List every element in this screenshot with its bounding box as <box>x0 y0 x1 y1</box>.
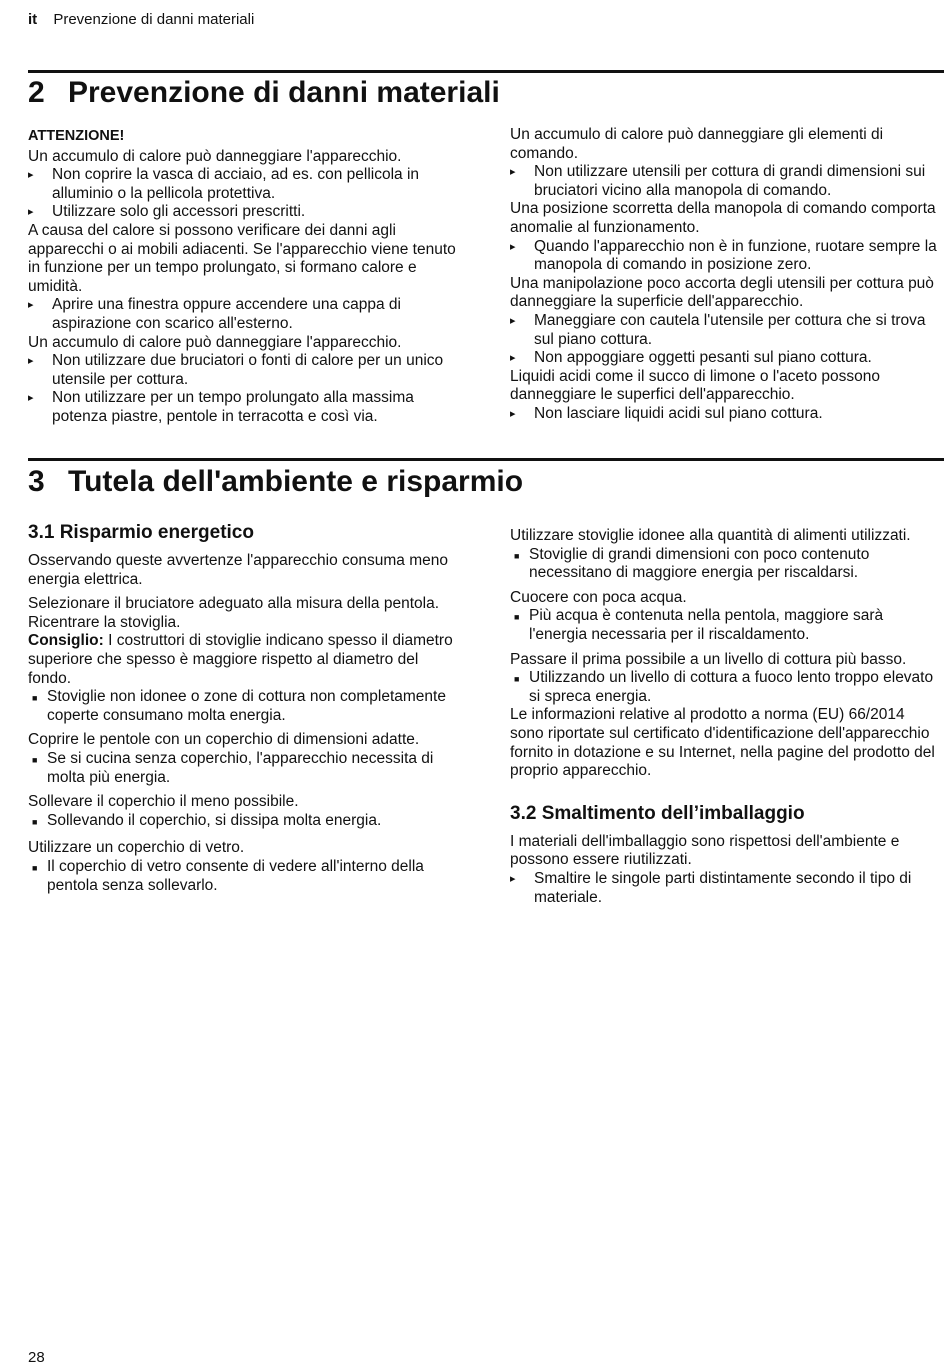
chapter-title: Prevenzione di danni materiali <box>68 76 500 109</box>
instruction-step: ▸ Smaltire le singole parti distintamente secondo il tipo di materiale. <box>510 870 940 907</box>
page-number: 28 <box>28 1349 45 1366</box>
instruction-step: ▸ Non utilizzare due bruciatori o fonti di calore per un unico utensile per cottura. <box>28 352 458 389</box>
paragraph: Selezionare il bruciatore adeguato alla misura della pentola. Ricentrare la stoviglia. <box>28 595 440 631</box>
instruction-step: ▸ Quando l'apparecchio non è in funzione, ruotare sempre la manopola di comando in posizione zero. <box>510 238 940 275</box>
bullet-item: ■ Stoviglie non idonee o zone di cottura non completamente coperte consumano molta energia. <box>28 688 458 725</box>
bullet-item: ■ Il coperchio di vetro consente di vedere all'interno della pentola senza sollevarlo. <box>28 858 458 895</box>
section-divider <box>28 70 944 73</box>
instruction-step: ▸ Non coprire la vasca di acciaio, ad es. con pellicola in alluminio o la pellicola protettiva. <box>28 166 458 203</box>
chapter-heading-3 <box>28 465 523 499</box>
chapter-number: 3 <box>28 465 45 498</box>
bullet-item: ■ Sollevando il coperchio, si dissipa molta energia. <box>28 812 458 831</box>
paragraph: Le informazioni relative al prodotto a norma (EU) 66/2014 sono riportate sul certificato d'identificazione dell'apparecchio fornito in dotazione e su Internet, nella pagine del prodotto del proprio apparecchio. <box>510 706 935 780</box>
instruction-step: ▸ Non utilizzare utensili per cottura di grandi dimensioni sui bruciatori vicino alla manopola di comando. <box>510 163 940 200</box>
paragraph: Liquidi acidi come il succo di limone o l'aceto possono danneggiare le superfici dell'apparecchio. <box>510 367 880 404</box>
paragraph: Coprire le pentole con un coperchio di dimensioni adatte. <box>28 731 420 749</box>
paragraph: A causa del calore si possono verificare dei danni agli apparecchi o ai mobili adiacenti. Se l'apparecchio viene tenuto in funzione per un tempo prolungato, si formano calore e umidità. <box>28 221 456 295</box>
language-code: it <box>28 11 38 28</box>
section-divider <box>28 458 944 461</box>
tip-paragraph <box>28 632 458 688</box>
attention-label: ATTENZIONE! <box>28 128 125 144</box>
paragraph: Utilizzare stoviglie idonee alla quantità di alimenti utilizzati. <box>510 527 911 544</box>
instruction-step: ▸ Non lasciare liquidi acidi sul piano cottura. <box>510 405 940 424</box>
instruction-step: ▸ Non appoggiare oggetti pesanti sul piano cottura. <box>510 349 940 368</box>
subsection-heading: 3.2 Smaltimento dell’imballaggio <box>510 802 805 824</box>
section-3-left-column <box>28 522 458 895</box>
instruction-step: ▸ Non utilizzare per un tempo prolungato alla massima potenza piastre, pentole in terracotta e così via. <box>28 389 458 426</box>
paragraph: Una posizione scorretta della manopola di comando comporta anomalie al funzionamento. <box>510 200 936 236</box>
paragraph: I materiali dell'imballaggio sono rispettosi dell'ambiente e possono essere riutilizzati. <box>510 832 900 869</box>
bullet-item: ■ Se si cucina senza coperchio, l'apparecchio necessita di molta più energia. <box>28 750 458 787</box>
section-2-left-column <box>28 127 458 427</box>
paragraph: Sollevare il coperchio il meno possibile. <box>28 793 299 811</box>
paragraph: Passare il prima possibile a un livello di cottura più basso. <box>510 650 907 668</box>
paragraph: Osservando queste avvertenze l'apparecchio consuma meno energia elettrica. <box>28 552 448 588</box>
section-3-right-column <box>510 527 940 907</box>
paragraph: Un accumulo di calore può danneggiare l'apparecchio. <box>28 333 402 351</box>
instruction-step: ▸ Utilizzare solo gli accessori prescritti. <box>28 203 458 222</box>
bullet-item: ■ Utilizzando un livello di cottura a fuoco lento troppo elevato si spreca energia. <box>510 669 940 706</box>
bullet-item: ■ Stoviglie di grandi dimensioni con poco contenuto necessitano di maggiore energia per riscaldarsi. <box>510 546 940 583</box>
paragraph: Una manipolazione poco accorta degli utensili per cottura può danneggiare la superficie dell'apparecchio. <box>510 274 934 311</box>
bullet-item: ■ Più acqua è contenuta nella pentola, maggiore sarà l'energia necessaria per il riscaldamento. <box>510 607 940 644</box>
paragraph: Utilizzare un coperchio di vetro. <box>28 839 245 857</box>
subsection-heading: 3.1 Risparmio energetico <box>28 522 254 543</box>
chapter-heading-2 <box>28 76 500 110</box>
running-header <box>28 11 254 30</box>
paragraph: Cuocere con poca acqua. <box>510 588 687 606</box>
paragraph: Un accumulo di calore può danneggiare l'apparecchio. <box>28 147 402 165</box>
chapter-number: 2 <box>28 76 45 109</box>
instruction-step: ▸ Aprire una finestra oppure accendere una cappa di aspirazione con scarico all'esterno. <box>28 296 458 333</box>
running-header-title: Prevenzione di danni materiali <box>53 11 255 28</box>
section-2-right-column <box>510 126 940 424</box>
paragraph: Un accumulo di calore può danneggiare gli elementi di comando. <box>510 126 884 162</box>
tip-label: Consiglio: <box>28 632 104 650</box>
chapter-title: Tutela dell'ambiente e risparmio <box>68 465 524 498</box>
instruction-step: ▸ Maneggiare con cautela l'utensile per cottura che si trova sul piano cottura. <box>510 312 940 349</box>
tip-text: I costruttori di stoviglie indicano spesso il diametro superiore che spesso è maggiore rispetto al diametro del fondo. <box>28 632 453 687</box>
